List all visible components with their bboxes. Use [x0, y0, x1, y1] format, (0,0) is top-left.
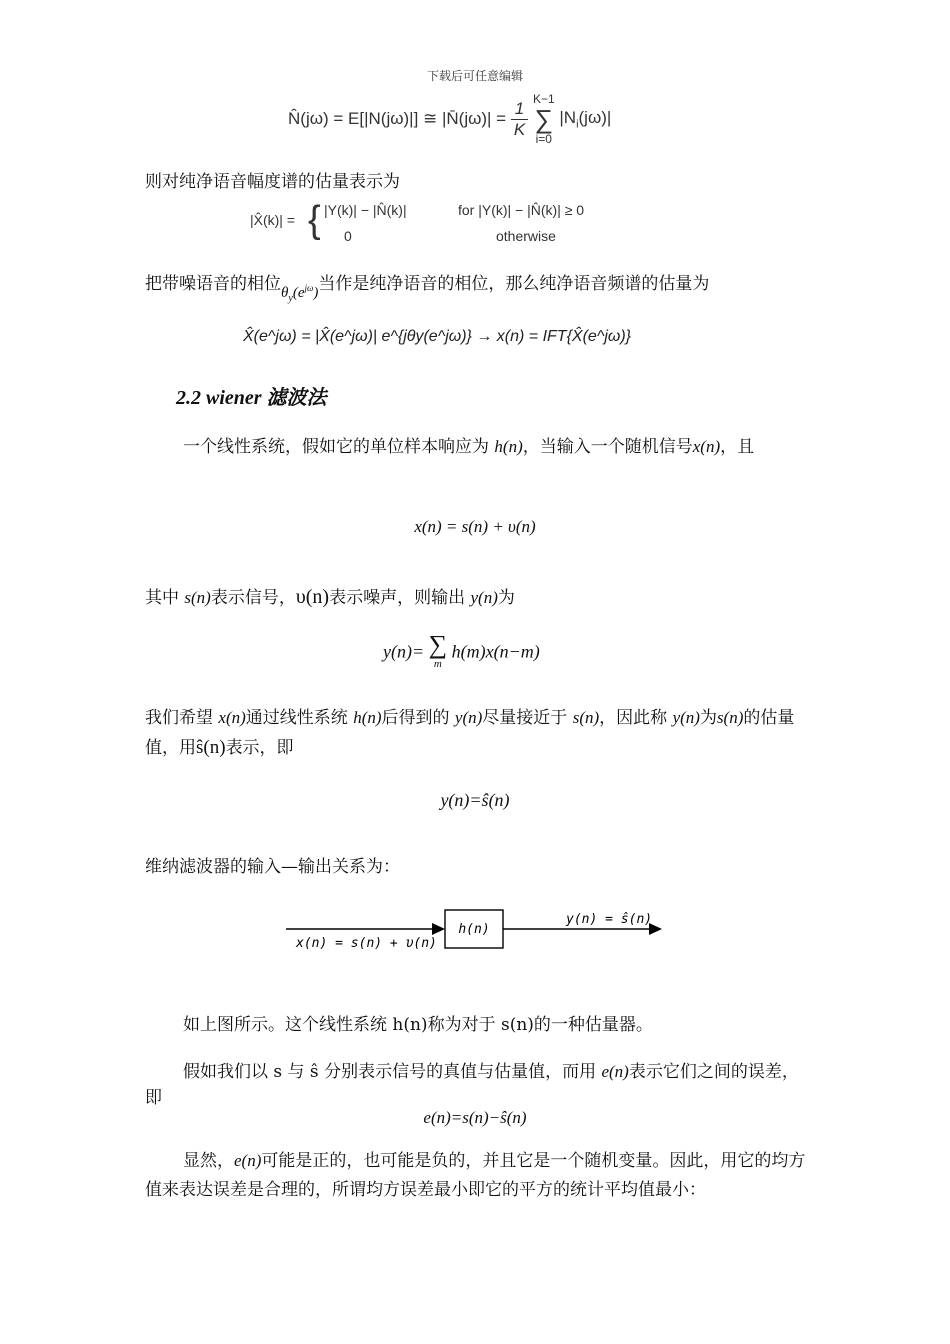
equation-convolution: y(n)= ∑ m h(m)x(n−m) [383, 630, 540, 670]
paragraph-mean-square-error: 显然，e(n)可能是正的，也可能是负的，并且它是一个随机变量。因此，用它的均方值来表达误差是合理的，所谓均方误差最小即它的平方的统计平均值最小： [145, 1151, 806, 1200]
p2-after: 当作是纯净语音的相位，那么纯净语音频谱的估量为 [318, 274, 710, 294]
sum-symbol-icon: ∑ [534, 104, 554, 134]
paragraph-error-definition: 假如我们以 s 与 ŝ 分别表示信号的真值与估量值，而用 e(n)表示它们之间的误差，即 [145, 1062, 799, 1108]
eq2-cond2: otherwise [496, 228, 556, 244]
paragraph-magnitude-estimate: 则对纯净语音幅度谱的估量表示为 [145, 172, 400, 192]
eq1-fraction [511, 99, 528, 140]
equation-spectrum-estimate: X̂(e^jω) = |X̂(e^jω)| e^{jθy(e^jω)} → x(n) = IFT{X̂(e^jω)} [243, 328, 632, 345]
equation-output-estimate: y(n)=ŝ(n) [440, 790, 510, 810]
p4-upsilon: υ(n) [295, 586, 330, 608]
input-arrowhead-icon [432, 923, 445, 935]
eq2-case1: |Y(k)| − |N̂(k)| [324, 202, 407, 218]
brace-icon: { [308, 199, 321, 241]
eq1-lhs: N̂(jω) = E[|N(jω)|] ≅ |N̄(jω)| = [288, 109, 507, 128]
paragraph-io-relation: 维纳滤波器的输入—输出关系为： [145, 857, 400, 877]
p3-h: h(n) [494, 437, 523, 456]
eq1-sum-top: K−1 [532, 92, 555, 106]
eq1-sum-bottom: i=0 [535, 132, 552, 146]
equation-magnitude-cases [250, 200, 610, 250]
p2-before: 把带噪语音的相位 [145, 274, 281, 294]
paragraph-estimator: 如上图所示。这个线性系统 h(n)称为对于 s(n)的一种估量器。 [183, 1015, 653, 1035]
eq1-frac-den: K [513, 119, 526, 139]
eq1-rhs: |N [559, 107, 577, 127]
section-title: 2.2 wiener 滤波法 [176, 387, 327, 409]
eq1-frac-num: 1 [511, 99, 528, 120]
output-label: y(n) = ŝ(n) [566, 912, 653, 927]
p3-x: x(n) [692, 437, 721, 456]
paragraph-linear-system: 一个线性系统，假如它的单位样本响应为 h(n)，当输入一个随机信号x(n)，且 [183, 437, 755, 457]
eq1-rhs-end: (jω)| [578, 107, 612, 127]
paragraph-estimate-value: 我们希望 x(n)通过线性系统 h(n)后得到的 y(n)尽量接近于 s(n)，因此称 y(n)为s(n)的估量值，用ŝ(n)表示，即 [145, 708, 795, 758]
sum-symbol-icon: ∑ [428, 630, 448, 659]
paragraph-phase [145, 270, 807, 313]
equation-input-signal: x(n) = s(n) + υ(n) [414, 517, 536, 536]
eq1-sum [533, 92, 555, 146]
eq1-rhs-sub: i [576, 118, 579, 131]
block-label: h(n) [458, 922, 490, 937]
eq2-lhs: |X̂(k)| = [250, 212, 296, 228]
eq2-cond1: for |Y(k)| − |N̂(k)| ≥ 0 [458, 202, 585, 218]
input-label: x(n) = s(n) + υ(n) [296, 936, 437, 951]
wiener-block-diagram [280, 895, 680, 960]
paragraph-noise-definition: 其中 s(n)表示信号，υ(n)表示噪声，则输出 y(n)为 [145, 586, 515, 608]
theta-symbol: $\theta_y(e^{j\omega})$ [281, 283, 319, 304]
equation-noise-estimate [288, 92, 611, 146]
equation-error: e(n)=s(n)−ŝ(n) [423, 1108, 527, 1127]
page-header: 下载后可任意编辑 [426, 69, 523, 83]
eq2-case2: 0 [344, 228, 352, 244]
